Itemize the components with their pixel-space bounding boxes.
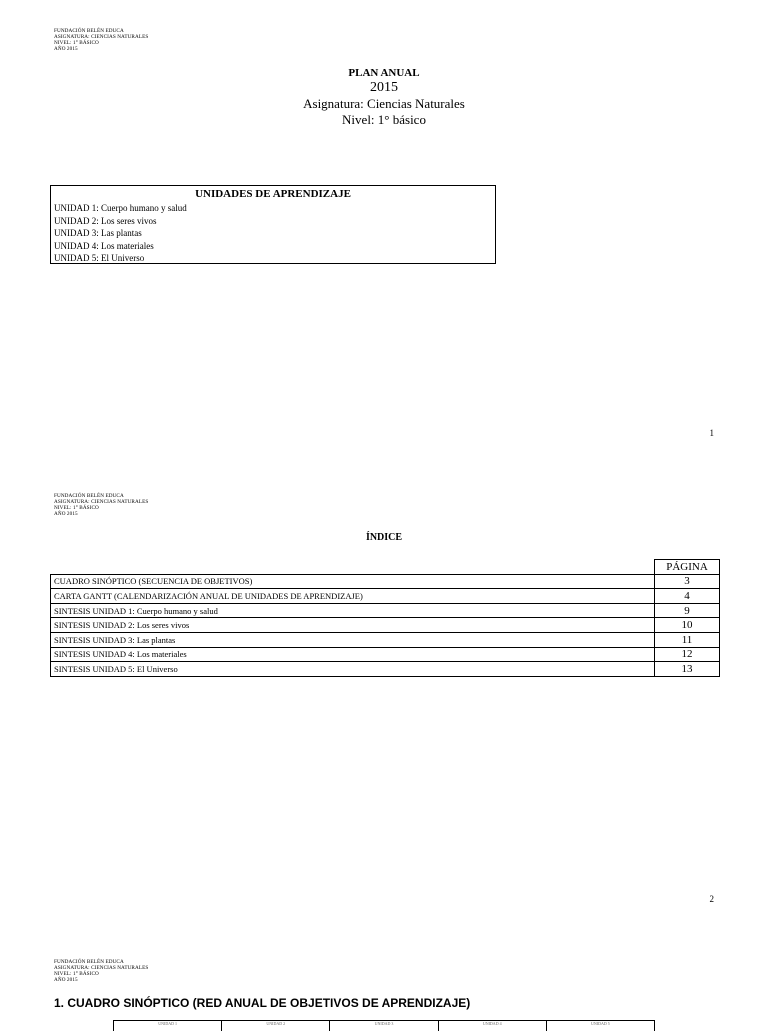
unit-column-header: UNIDAD 4 [438,1021,546,1031]
unit-row: UNIDAD 5: El Universo [54,253,145,263]
header-level: NIVEL: 1° BÁSICO [54,505,99,511]
table-row [51,574,720,589]
index-page: 13 [655,662,720,677]
page-column-header: PÁGINA [655,560,720,575]
table-row [51,603,720,618]
index-page: 10 [655,618,720,633]
header-subject: ASIGNATURA: CIENCIAS NATURALES [54,965,149,971]
header-year: AÑO 2015 [54,46,78,52]
index-label: SINTESIS UNIDAD 5: El Universo [51,662,655,677]
unit-row: UNIDAD 3: Las plantas [54,228,142,238]
header-year: AÑO 2015 [54,977,78,983]
plan-subject: Asignatura: Ciencias Naturales [303,96,465,111]
page2-header [54,493,148,517]
index-label: CARTA GANTT (CALENDARIZACIÓN ANUAL DE UNIDADES DE APRENDIZAJE) [51,589,655,604]
table-row [51,632,720,647]
units-heading: UNIDADES DE APRENDIZAJE [195,188,351,200]
header-foundation: FUNDACIÓN BELÉN EDUCA [54,959,124,965]
page1-header [54,28,148,52]
header-subject: ASIGNATURA: CIENCIAS NATURALES [54,34,149,40]
index-page: 4 [655,589,720,604]
page-number: 2 [709,894,714,904]
index-label: SINTESIS UNIDAD 1: Cuerpo humano y salud [51,603,655,618]
plan-title: PLAN ANUAL [348,67,420,79]
unit-row: UNIDAD 1: Cuerpo humano y salud [54,203,187,213]
plan-year: 2015 [370,80,398,95]
synoptic-table-header [113,1020,655,1031]
unit-column-header: UNIDAD 2 [221,1021,329,1031]
index-label: SINTESIS UNIDAD 2: Los seres vivos [51,618,655,633]
index-table [50,559,720,677]
header-foundation: FUNDACIÓN BELÉN EDUCA [54,493,124,499]
index-label: SINTESIS UNIDAD 4: Los materiales [51,647,655,662]
header-level: NIVEL: 1° BÁSICO [54,40,99,46]
unit-column-header: UNIDAD 3 [329,1021,437,1031]
units-table [50,185,496,264]
unit-row: UNIDAD 2: Los seres vivos [54,215,157,226]
header-level: NIVEL: 1° BÁSICO [54,971,99,977]
table-row [51,662,720,677]
index-page: 9 [655,603,720,618]
index-label: SINTESIS UNIDAD 3: Las plantas [51,632,655,647]
table-row [51,589,720,604]
page-number: 1 [709,428,714,438]
plan-title-block [0,66,768,128]
header-year: AÑO 2015 [54,511,78,517]
table-row [51,647,720,662]
page3-header [54,959,148,983]
unit-column-header: UNIDAD 5 [546,1021,655,1031]
index-page: 12 [655,647,720,662]
table-row [51,618,720,633]
unit-column-header: UNIDAD 1 [113,1021,221,1031]
plan-level: Nivel: 1° básico [342,112,426,127]
section-title: 1. CUADRO SINÓPTICO (RED ANUAL DE OBJETIVOS DE APRENDIZAJE) [54,996,471,1010]
unit-row: UNIDAD 4: Los materiales [54,240,154,251]
header-foundation: FUNDACIÓN BELÉN EDUCA [54,28,124,34]
index-label: CUADRO SINÓPTICO (SECUENCIA DE OBJETIVOS) [51,574,655,589]
index-title: ÍNDICE [365,532,403,543]
index-header-row [51,560,720,575]
index-page: 11 [655,632,720,647]
index-page: 3 [655,574,720,589]
header-subject: ASIGNATURA: CIENCIAS NATURALES [54,499,149,505]
